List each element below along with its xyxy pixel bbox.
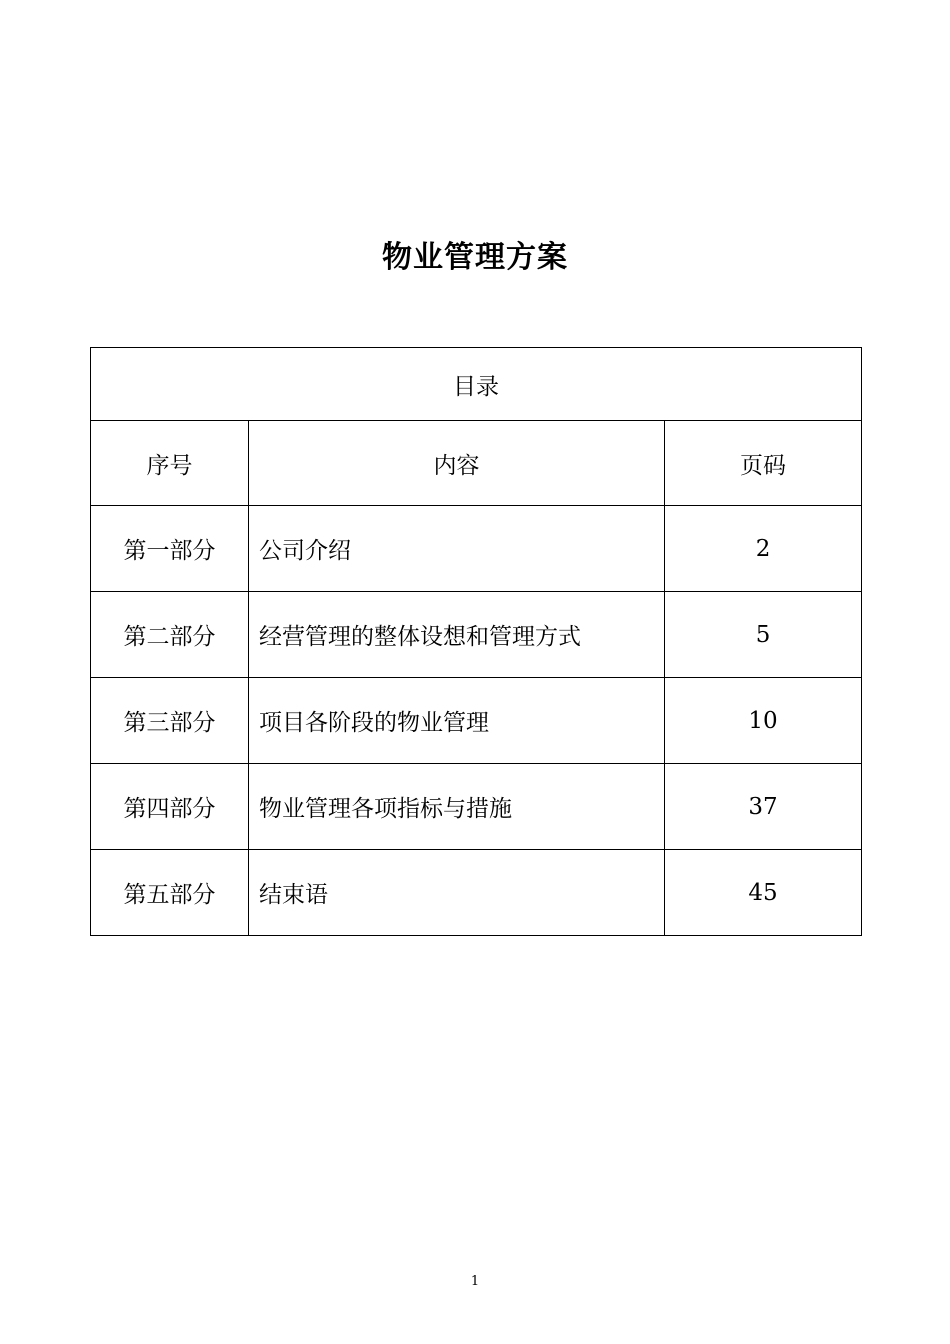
row-page: 37 bbox=[665, 764, 862, 850]
table-row bbox=[91, 678, 862, 764]
page-number: 1 bbox=[470, 1274, 480, 1289]
row-seq: 第三部分 bbox=[91, 678, 249, 764]
row-seq: 第一部分 bbox=[91, 506, 249, 592]
toc-caption: 目录 bbox=[91, 348, 862, 421]
table-row bbox=[91, 764, 862, 850]
table-of-contents bbox=[90, 347, 862, 936]
row-page: 2 bbox=[665, 506, 862, 592]
table-row bbox=[91, 850, 862, 936]
row-page: 5 bbox=[665, 592, 862, 678]
row-page: 10 bbox=[665, 678, 862, 764]
row-content: 经营管理的整体设想和管理方式 bbox=[249, 592, 665, 678]
row-seq: 第二部分 bbox=[91, 592, 249, 678]
row-content: 项目各阶段的物业管理 bbox=[249, 678, 665, 764]
header-seq: 序号 bbox=[91, 421, 249, 506]
table-row bbox=[91, 506, 862, 592]
row-content: 结束语 bbox=[249, 850, 665, 936]
header-page: 页码 bbox=[665, 421, 862, 506]
row-page: 45 bbox=[665, 850, 862, 936]
row-seq: 第五部分 bbox=[91, 850, 249, 936]
toc-caption-row bbox=[91, 348, 862, 421]
row-seq: 第四部分 bbox=[91, 764, 249, 850]
row-content: 物业管理各项指标与措施 bbox=[249, 764, 665, 850]
header-content: 内容 bbox=[249, 421, 665, 506]
table-row bbox=[91, 592, 862, 678]
row-content: 公司介绍 bbox=[249, 506, 665, 592]
document-title: 物业管理方案 bbox=[382, 240, 568, 275]
toc-header-row bbox=[91, 421, 862, 506]
